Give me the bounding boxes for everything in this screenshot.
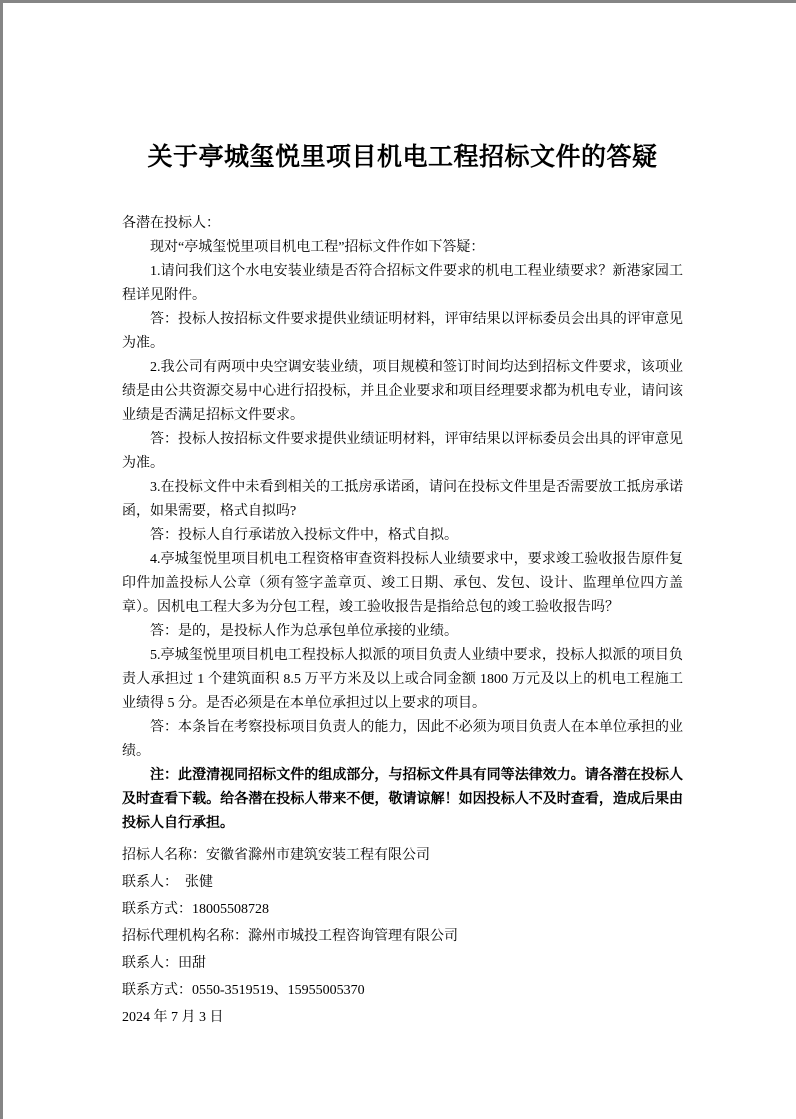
question-4: 4.亭城玺悦里项目机电工程资格审查资料投标人业绩要求中，要求竣工验收报告原件复印件加盖投标人公章（须有签字盖章页、竣工日期、承包、发包、设计、监理单位四方盖章）。因机电工程大多为分包工程，竣工验收报告是指给总包的竣工验收报告吗？: [122, 552, 683, 615]
tenderee-phone-line: 联系方式：18005508728: [122, 902, 269, 917]
question-3: 3.在投标文件中未看到相关的工抵房承诺函，请问在投标文件里是否需要放工抵房承诺函，如果需要，格式自拟吗?: [122, 480, 683, 519]
question-2: 2.我公司有两项中央空调安装业绩，项目规模和签订时间均达到招标文件要求，该项业绩是由公共资源交易中心进行招投标，并且企业要求和项目经理要求都为机电专业，请问该业绩是否满足招标文件要求。: [122, 360, 683, 423]
agency-contact-person-line: 联系人：田甜: [122, 956, 206, 971]
question-5: 5.亭城玺悦里项目机电工程投标人拟派的项目负责人业绩中要求，投标人拟派的项目负责人承担过 1 个建筑面积 8.5 万平方米及以上或合同金额 1800 万元及以上的机电工程施工业绩得 5 分。是否必须是在本单位承担过以上要求的项目。: [122, 648, 683, 711]
agency-phone-line: 联系方式：0550-3519519、15955005370: [122, 983, 365, 998]
contact-info: [122, 842, 683, 1031]
document-title: 关于亭城玺悦里项目机电工程招标文件的答疑: [147, 144, 658, 171]
page-left-border: [0, 0, 3, 1119]
agency-name-line: 招标代理机构名称：滁州市城投工程咨询管理有限公司: [122, 929, 458, 944]
answer-4: 答：是的，是投标人作为总承包单位承接的业绩。: [150, 624, 458, 639]
answer-3: 答：投标人自行承诺放入投标文件中，格式自拟。: [150, 528, 458, 543]
question-1: 1.请问我们这个水电安装业绩是否符合招标文件要求的机电工程业绩要求？新港家园工程详见附件。: [122, 264, 683, 303]
answer-2: 答：投标人按招标文件要求提供业绩证明材料，评审结果以评标委员会出具的评审意见为准。: [122, 432, 683, 471]
answer-1: 答：投标人按招标文件要求提供业绩证明材料，评审结果以评标委员会出具的评审意见为准。: [122, 312, 683, 351]
intro-line: 现对“亭城玺悦里项目机电工程”招标文件作如下答疑：: [150, 240, 485, 255]
legal-note: 注：此澄清视同招标文件的组成部分，与招标文件具有同等法律效力。请各潜在投标人及时查看下载。给各潜在投标人带来不便，敬请谅解！如因投标人不及时查看，造成后果由投标人自行承担。: [122, 768, 683, 831]
tenderee-contact-person-line: 联系人： 张健: [122, 875, 213, 890]
salutation: 各潜在投标人：: [122, 216, 220, 231]
document-date: 2024 年 7 月 3 日: [122, 1010, 224, 1025]
answer-5: 答：本条旨在考察投标项目负责人的能力，因此不必须为项目负责人在本单位承担的业绩。: [122, 720, 683, 759]
document-page: [122, 0, 683, 1031]
tenderee-name-line: 招标人名称：安徽省滁州市建筑安装工程有限公司: [122, 848, 430, 863]
